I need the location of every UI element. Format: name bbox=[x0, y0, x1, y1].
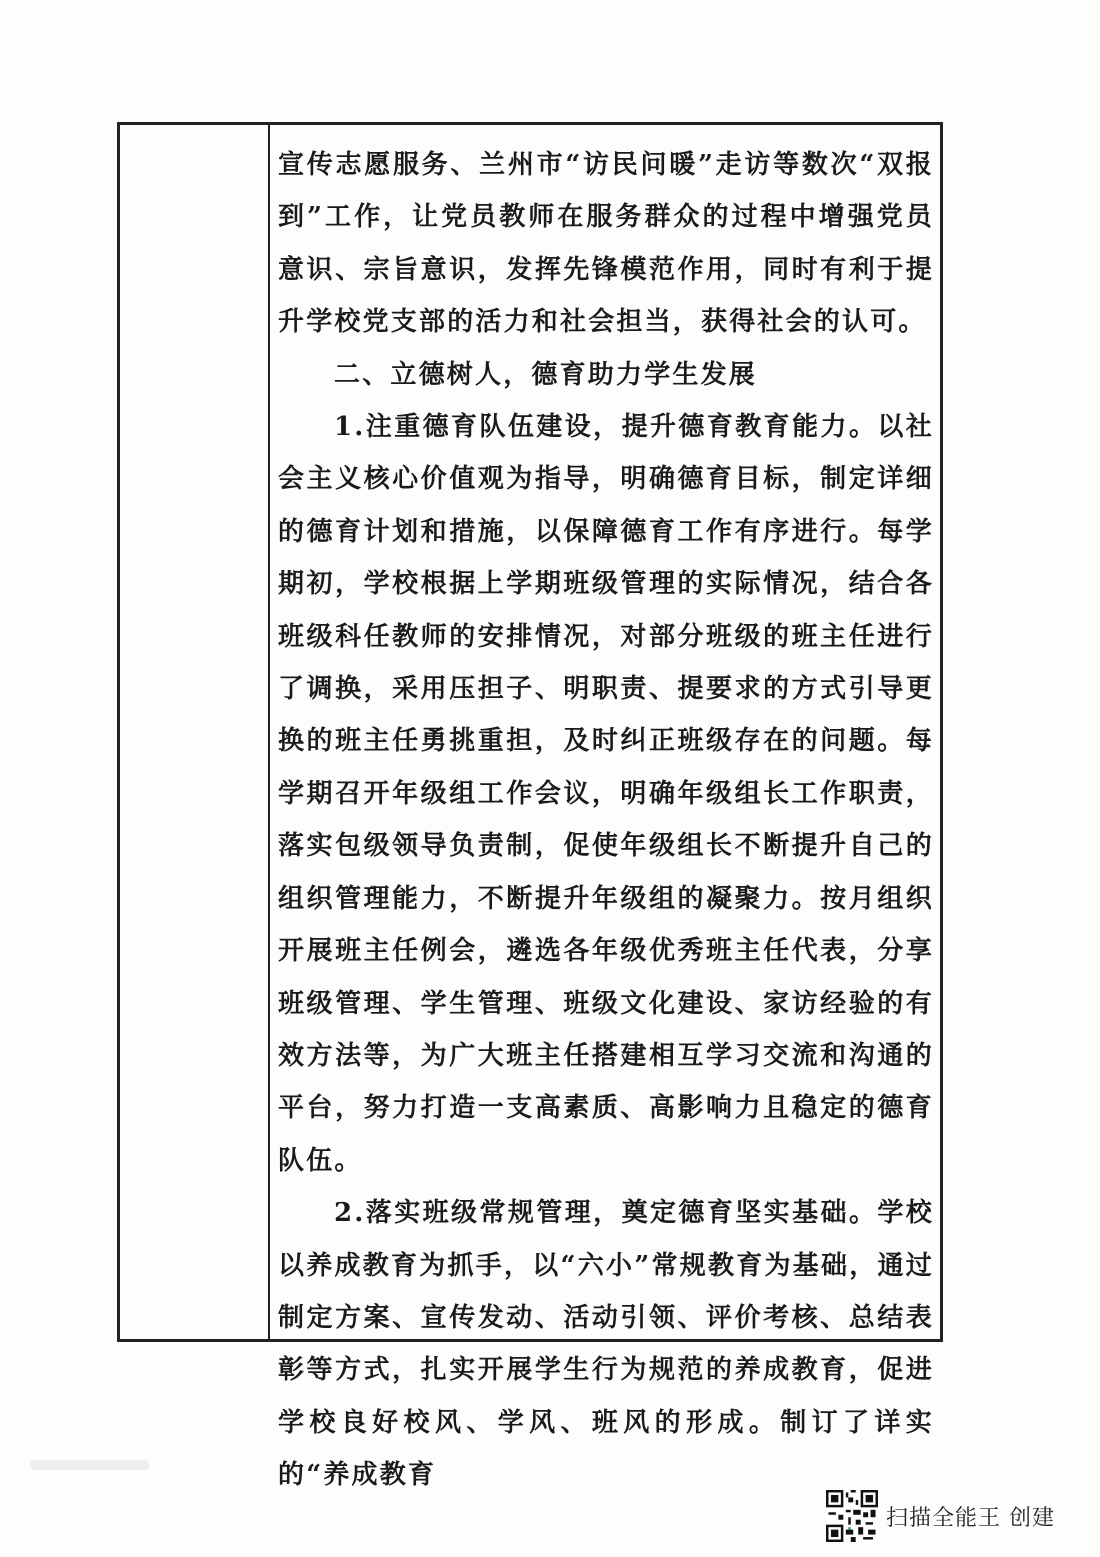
paragraph-2: 2.落实班级常规管理，奠定德育坚实基础。学校以养成教育为抓手，以“六小”常规教育为基础，通过制定方案、宣传发动、活动引领、评价考核、总结表彰等方式，扎实开展学生行为规范的养成教育，促进学校良好校风、学风、班风的形成。制订了详实的“养成教育 bbox=[278, 1198, 934, 1491]
scan-smudge bbox=[30, 1460, 150, 1470]
table-left-cell bbox=[120, 125, 270, 1339]
qr-code-icon bbox=[826, 1490, 878, 1542]
paragraph-continuation: 宣传志愿服务、兰州市“访民问暖”走访等数次“双报到”工作，让党员教师在服务群众的过程中增强党员意识、宗旨意识，发挥先锋模范作用，同时有利于提升学校党支部的活力和社会担当，获得社会的认可。 bbox=[278, 150, 934, 338]
table-content-cell bbox=[278, 139, 934, 1502]
scanner-watermark bbox=[826, 1488, 1055, 1544]
scanner-brand-text: 扫描全能王 创建 bbox=[886, 1505, 1055, 1531]
document-table bbox=[117, 122, 943, 1491]
section-heading: 二、立德树人，德育助力学生发展 bbox=[334, 359, 758, 390]
paragraph-1: 1.注重德育队伍建设，提升德育教育能力。以社会主义核心价值观为指导，明确德育目标，制定详细的德育计划和措施，以保障德育工作有序进行。每学期初，学校根据上学期班级管理的实际情况，结合各班级科任教师的安排情况，对部分班级的班主任进行了调换，采用压担子、明职责、提要求的方式引导更换的班主任勇挑重担，及时纠正班级存在的问题。每学期召开年级组工作会议，明确年级组长工作职责，落实包级领导负责制，促使年级组长不断提升自己的组织管理能力，不断提升年级组的凝聚力。按月组织开展班主任例会，遴选各年级优秀班主任代表，分享班级管理、学生管理、班级文化建设、家访经验的有效方法等，为广大班主任搭建相互学习交流和沟通的平台，努力打造一支高素质、高影响力且稳定的德育队伍。 bbox=[278, 412, 934, 1176]
